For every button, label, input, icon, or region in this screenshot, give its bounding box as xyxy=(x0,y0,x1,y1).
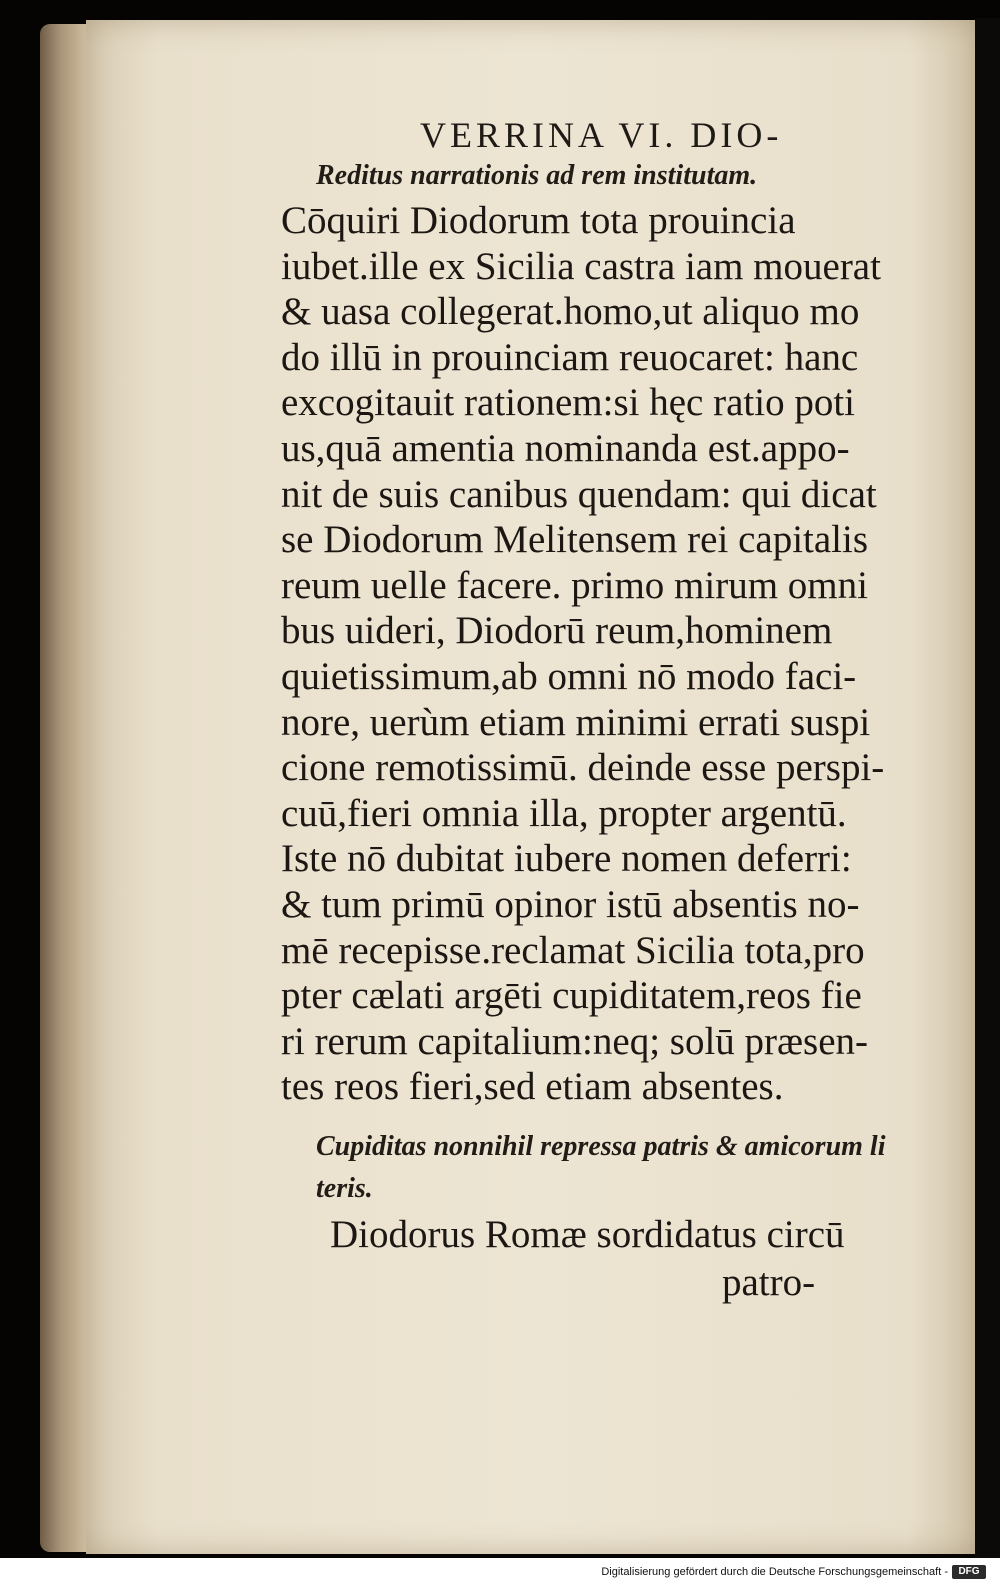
binding-shadow xyxy=(975,18,1000,1558)
text-line: Diodorus Romæ sordidatus circū xyxy=(330,1213,845,1256)
second-paragraph xyxy=(330,1210,930,1260)
footer-credit: Digitalisierung gefördert durch die Deutsche Forschungsgemeinschaft - xyxy=(601,1566,948,1578)
running-head: VERRINA VI. DIO- xyxy=(420,115,783,155)
text-line: Cupiditas nonnihil repressa patris & amicorum li xyxy=(316,1131,886,1162)
text-line: iubet.ille ex Sicilia castra iam mouerat xyxy=(281,244,881,288)
text-line: us,quā amentia nominanda est.appo- xyxy=(281,426,850,470)
text-line: Cōquiri Diodorum tota prouincia xyxy=(281,199,796,242)
text-line: cuū,fieri omnia illa, propter argentū. xyxy=(281,791,847,835)
catchword: patro- xyxy=(722,1261,816,1304)
main-paragraph xyxy=(281,198,931,1110)
footer-bar xyxy=(0,1558,1000,1590)
text-line: bus uideri, Diodorū reum,hominem xyxy=(281,609,833,653)
text-line: reum uelle facere. primo mirum omni xyxy=(281,563,868,607)
text-line: mē recepisse.reclamat Sicilia tota,pro xyxy=(281,928,865,972)
text-line: teris. xyxy=(316,1173,373,1204)
text-line: quietissimum,ab omni nō modo faci- xyxy=(281,654,857,698)
text-line: ri rerum capitalium:neq; solū præsen- xyxy=(281,1019,869,1063)
text-line: pter cælati argēti cupiditatem,reos fie xyxy=(281,974,862,1018)
dfg-logo-icon: DFG xyxy=(952,1565,986,1579)
text-line: Iste nō dubitat iubere nomen deferri: xyxy=(281,837,852,881)
text-line: se Diodorum Melitensem rei capitalis xyxy=(281,518,869,562)
section-heading: Reditus narrationis ad rem institutam. xyxy=(316,160,758,191)
text-line: & tum primū opinor istū absentis no- xyxy=(281,882,860,926)
text-line: do illū in prouinciam reuocaret: hanc xyxy=(281,335,859,379)
text-line: tes reos fieri,sed etiam absentes. xyxy=(281,1065,784,1109)
text-line: cione remotissimū. deinde esse perspi- xyxy=(281,746,885,790)
text-line: excogitauit rationem:si hęc ratio poti xyxy=(281,381,855,425)
text-line: & uasa collegerat.homo,ut aliquo mo xyxy=(281,290,860,334)
text-line: nore, uerùm etiam minimi errati suspi xyxy=(281,700,871,744)
marginal-heading xyxy=(316,1126,936,1210)
text-line: nit de suis canibus quendam: qui dicat xyxy=(281,472,877,516)
